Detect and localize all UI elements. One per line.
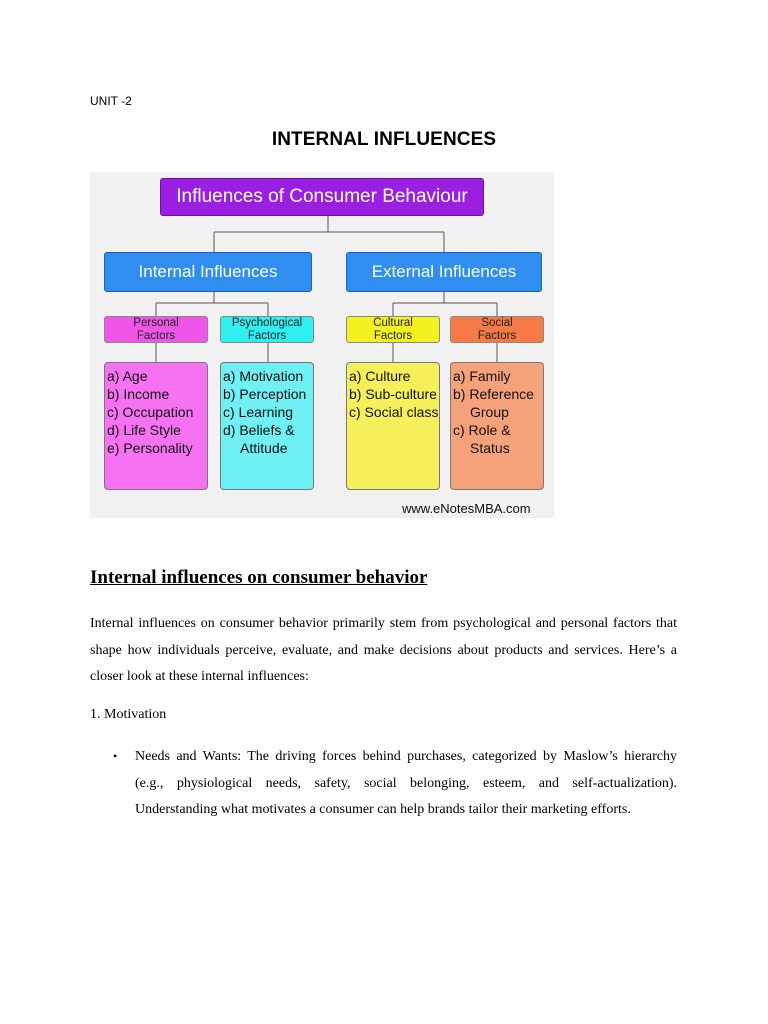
list-item: c) Learning: [223, 404, 294, 420]
list-item: b) Income: [107, 386, 170, 402]
social-factors-line-2: Factors: [477, 329, 517, 342]
page-title: INTERNAL INFLUENCES: [271, 129, 497, 150]
cultural-factors-line-1: Cultural: [373, 316, 413, 329]
list-item: c) Occupation: [107, 404, 194, 420]
consumer-behaviour-diagram: [90, 172, 554, 518]
personal-factors-box: [104, 316, 208, 343]
personal-factors-line-2: Factors: [136, 329, 176, 342]
psychological-factors-line-2: Factors: [247, 329, 287, 342]
bullet-text: Needs and Wants: The driving forces behind purchases, categorized by Maslow’s hierarchy (e.g., physiological needs, safety, social belonging, esteem, and self-actualization). Understanding what motivates a consumer can help brands tailor their marketing efforts.: [135, 749, 677, 818]
unit-label: UNIT -2: [90, 94, 132, 108]
numbered-item-motivation: 1. Motivation: [90, 707, 167, 722]
cultural-factors-list: [346, 362, 440, 490]
external-influences-box: External Influences: [346, 252, 542, 292]
diagram-root-box: Influences of Consumer Behaviour: [160, 178, 484, 216]
personal-factors-line-1: Personal: [133, 316, 179, 329]
list-item: a) Motivation: [223, 368, 304, 384]
intro-paragraph: Internal influences on consumer behavior primarily stem from psychological and personal factors that shape how individuals perceive, evaluate, and make decisions about products and services. Here’s a closer look at these internal influences:: [90, 616, 677, 685]
internal-influences-box: Internal Influences: [104, 252, 312, 292]
personal-factors-list: [104, 362, 208, 490]
list-item: b) Reference: [453, 386, 534, 402]
cultural-factors-box: [346, 316, 440, 343]
list-item: a) Family: [453, 368, 511, 384]
bullet-icon: •: [113, 749, 118, 763]
social-factors-box: [450, 316, 544, 343]
psychological-factors-list: [220, 362, 314, 490]
psychological-factors-line-1: Psychological: [231, 316, 303, 329]
list-item: d) Life Style: [107, 422, 181, 438]
cultural-factors-line-2: Factors: [373, 329, 413, 342]
list-item: c) Role &: [453, 422, 511, 438]
list-item: d) Beliefs &: [223, 422, 295, 438]
source-website: www.eNotesMBA.com: [402, 501, 531, 516]
psychological-factors-box: [220, 316, 314, 343]
list-item: a) Age: [107, 368, 148, 384]
list-item: e) Personality: [107, 440, 193, 456]
list-item: b) Perception: [223, 386, 307, 402]
list-item: b) Sub-culture: [349, 386, 437, 402]
social-factors-list: [450, 362, 544, 490]
list-item: Attitude: [240, 440, 288, 456]
section-heading: Internal influences on consumer behavior: [90, 567, 428, 588]
list-item: a) Culture: [349, 368, 411, 384]
list-item: c) Social class: [349, 404, 439, 420]
list-item: Status: [470, 440, 510, 456]
list-item: Group: [470, 404, 509, 420]
social-factors-line-1: Social: [481, 316, 513, 329]
